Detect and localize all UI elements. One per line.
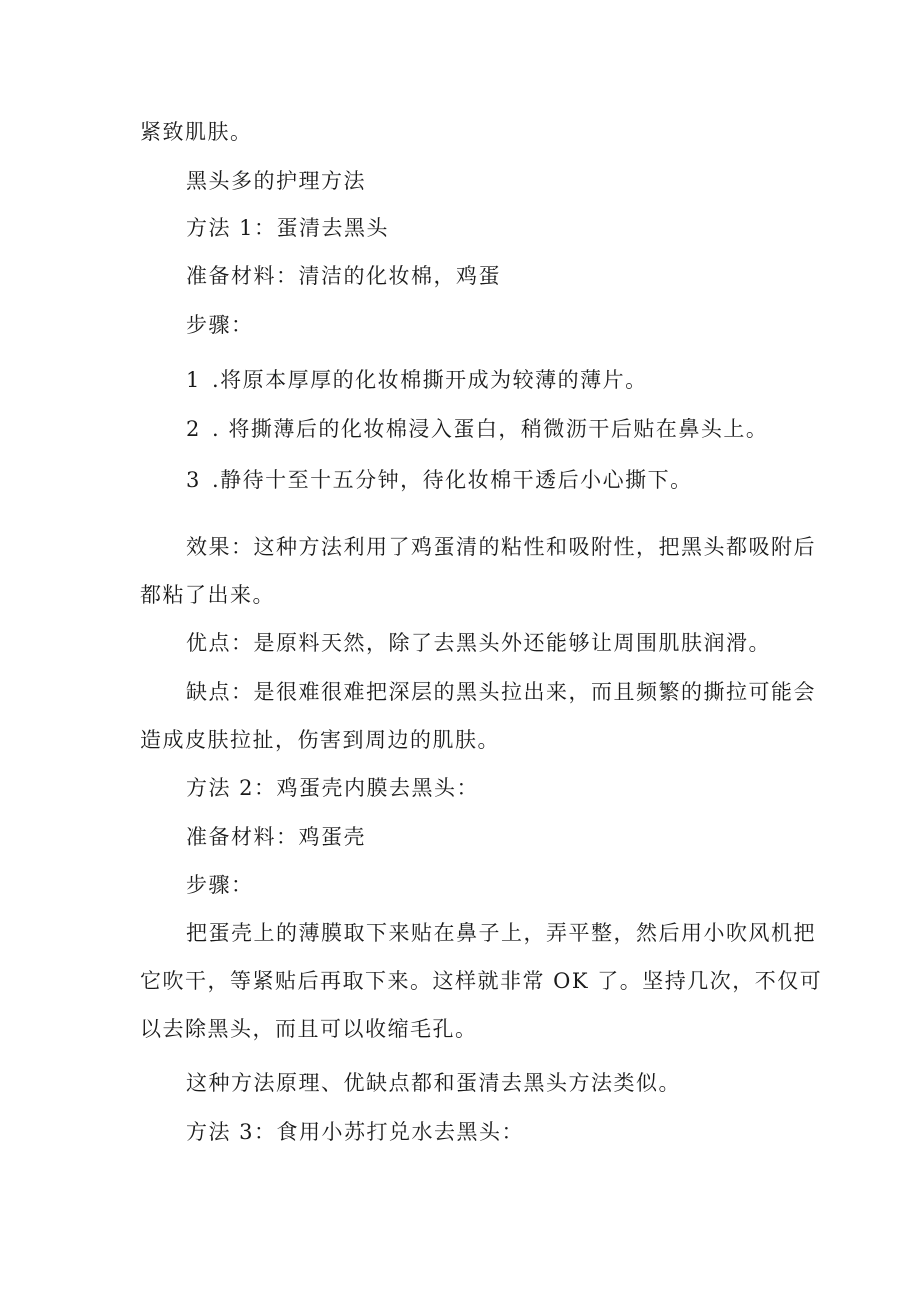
method2-steps-label: 步骤：	[186, 873, 254, 897]
method1-effect-line1: 效果：这种方法利用了鸡蛋清的粘性和吸附性，把黑头都吸附后	[186, 535, 816, 559]
step-number: 2	[186, 417, 201, 441]
method1-title: 方法 1：蛋清去黑头	[186, 216, 390, 240]
step-text: .静待十至十五分钟，待化妆棉干透后小心撕下。	[212, 468, 693, 492]
continuation-text: 紧致肌肤。	[140, 120, 253, 144]
method1-step-2	[186, 414, 768, 444]
method1-step-3	[186, 465, 693, 495]
step-text: . 将撕薄后的化妆棉浸入蛋白，稍微沥干后贴在鼻头上。	[212, 417, 769, 441]
method1-steps-label: 步骤：	[186, 313, 254, 337]
method2-note: 这种方法原理、优缺点都和蛋清去黑头方法类似。	[186, 1071, 681, 1095]
method1-effect-line2: 都粘了出来。	[140, 583, 275, 607]
method1-materials: 准备材料：清洁的化妆棉，鸡蛋	[186, 264, 501, 288]
method1-cons-line2: 造成皮肤拉扯，伤害到周边的肌肤。	[140, 728, 500, 752]
method2-title: 方法 2：鸡蛋壳内膜去黑头：	[186, 776, 480, 800]
method2-body-line1: 把蛋壳上的薄膜取下来贴在鼻子上，弄平整，然后用小吹风机把	[186, 921, 816, 945]
method2-body-line3: 以去除黑头，而且可以收缩毛孔。	[140, 1017, 478, 1041]
method2-body-line2: 它吹干，等紧贴后再取下来。这样就非常 OK 了。坚持几次，不仅可	[140, 969, 823, 993]
section-title: 黑头多的护理方法	[186, 169, 366, 193]
method2-materials: 准备材料：鸡蛋壳	[186, 825, 366, 849]
method1-cons-line1: 缺点：是很难很难把深层的黑头拉出来，而且频繁的撕拉可能会	[186, 680, 816, 704]
method3-title: 方法 3：食用小苏打兑水去黑头：	[186, 1120, 525, 1144]
step-text: .将原本厚厚的化妆棉撕开成为较薄的薄片。	[212, 368, 648, 392]
step-number: 1	[186, 368, 201, 392]
step-number: 3	[186, 468, 201, 492]
method1-step-1	[186, 365, 648, 395]
method1-pros: 优点：是原料天然，除了去黑头外还能够让周围肌肤润滑。	[186, 631, 771, 655]
